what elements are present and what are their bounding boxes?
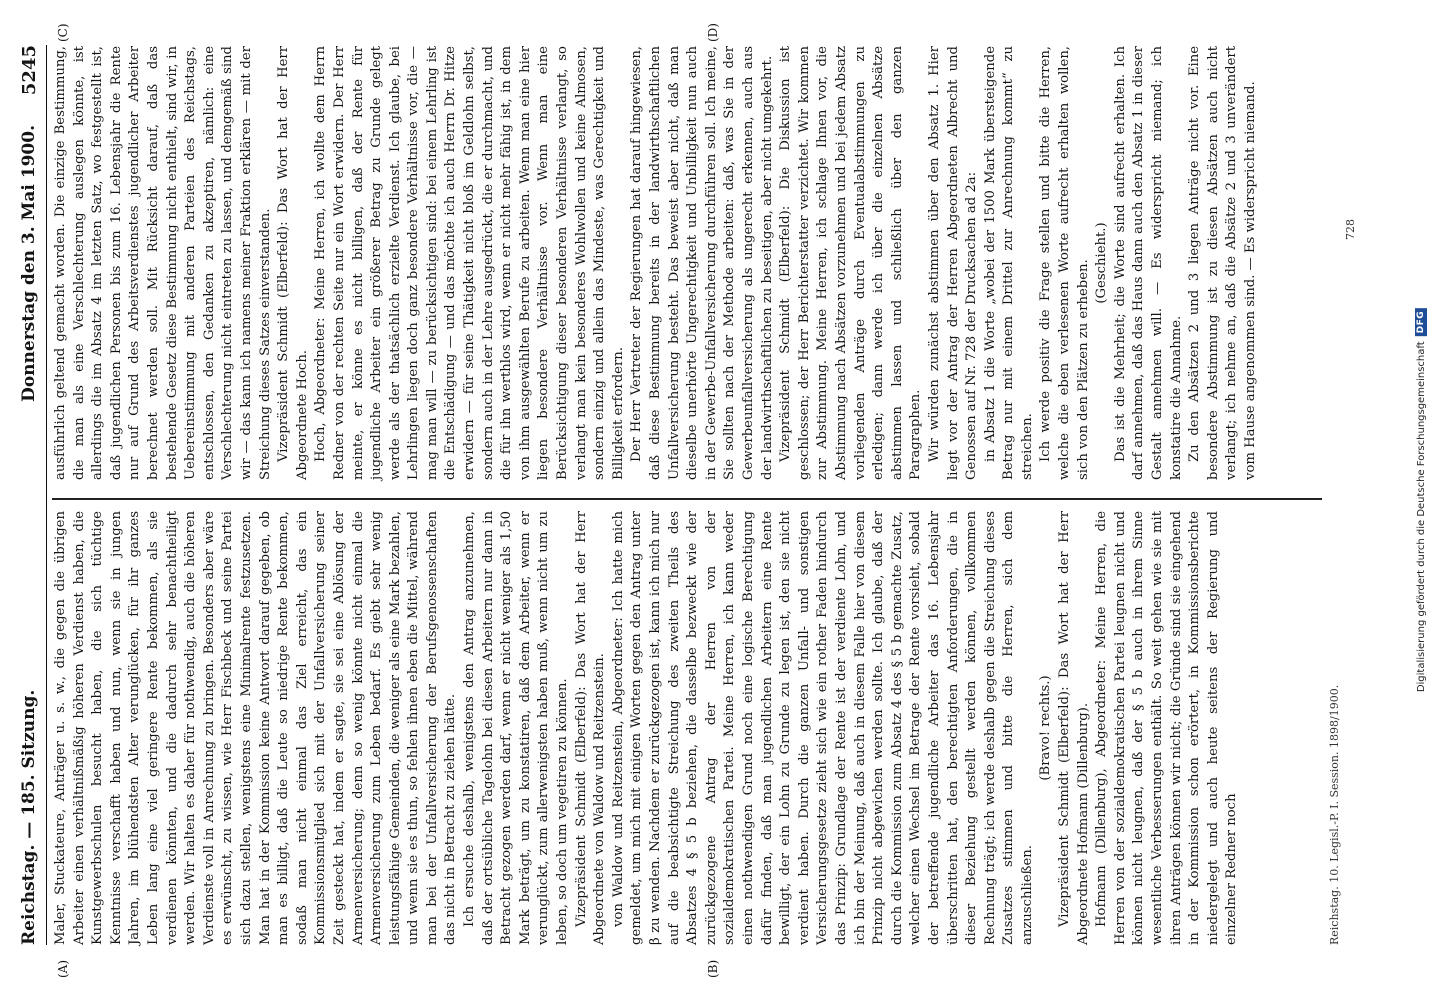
left-paragraph-2: Ich ersuche deshalb, wenigstens den Antrag anzunehmen, daß der ortsübliche Tagelohn bei diesen Arbeitern nur dann in Betracht gezogen werden darf, wenn er nicht weniger als 1,50 Mark beträgt, um zu konstatiren, daß dem Arbeiter, wenn er verunglückt, zum allerwenigsten haben muß, wenn nicht um zu leben, so doch um vegetiren zu können. (462, 511, 571, 945)
footer-print-number: 728 (1344, 219, 1357, 240)
left-paragraph-3: Vizepräsident Schmidt (Elberfeld): Das Wort hat der Herr Abgeordnete von Waldow und Reitzenstein. (573, 511, 608, 945)
left-paragraph-6: Vizepräsident Schmidt (Elberfeld): Das Wort hat der Herr Abgeordnete Hofmann (Dillenburg). (1057, 511, 1091, 945)
right-paragraph-10: Das ist die Mehrheit; die Worte sind aufrecht erhalten. Ich darf annehmen, daß das Haus dann auch den Absatz 1 in dieser Gestalt annehmen will. — Es widerspricht niemand; ich konstatire die Annahme. (1112, 46, 1184, 480)
header-left: Reichstag. — 185. Sitzung. (19, 689, 39, 945)
left-column (52, 511, 1242, 945)
right-paragraph-11: Zu den Absätzen 2 und 3 liegen Anträge nicht vor. Eine besondere Abstimmung ist zu diesen Absätzen auch nicht verlangt; ich nehme an, daß die Absätze 2 und 3 unverändert vom Hause angenommen sind. — Es widerspricht niemand. (1187, 46, 1258, 480)
right-paragraph-5: Vizepräsident Schmidt (Elberfeld): Die Diskussion ist geschlossen; der Herr Berichterstatter verzichtet. Wir kommen zur Abstimmung. Meine Herren, ich schlage Ihnen vor, die Abstimmung nach Absätzen vorzunehmen und bei jedem Absatz vorliegenden Anträge durch Eventualabstimmungen zu erledigen; dann werde ich über die einzelnen Absätze abstimmen lassen und schließlich über den ganzen Paragraphen. (778, 46, 924, 480)
left-paragraph-7: Hofmann (Dillenburg), Abgeordneter: Meine Herren, die Herren von der sozialdemokratischen Partei leugnen nicht und können nicht leugnen, daß der § 5 b auch in ihrem Sinne wesentliche Verbesserungen enthält. So weit gehen wie sie mit ihren Anträgen können wir nicht; die Gründe sind sie eingehend in der Kommission schon erörtert, in Kommissionsberichte niedergelegt und auch heute seitens der Regierung und einzelner Redner noch (1094, 511, 1240, 945)
right-paragraph-7: in Absatz 1 die Worte „wobei der 1500 Mark übersteigende Betrag nur mit einem Drittel zur Anrechnung kommt“ zu streichen. (982, 46, 1035, 480)
page-number: 5245 (18, 45, 40, 96)
credit-text: Digitalisierung gefördert durch die Deutsche Forschungsgemeinschaft (1415, 341, 1427, 693)
margin-marker-a: (A) (56, 959, 70, 978)
digitization-credit (1415, 308, 1427, 692)
header-right: Donnerstag den 3. Mai 1900. (19, 125, 39, 402)
margin-marker-c: (C) (56, 23, 70, 42)
right-paragraph-3: Hoch, Abgeordneter: Meine Herren, ich wollte dem Herrn Redner von der rechten Seite nur ein Wort erwidern. Der Herr meinte, er könne es nicht billigen, daß der Rente für jugendliche Arbeiter ein größerer Betrag zu Grunde gelegt werde als der thatsächlich erzielte Verdienst. Ich glaube, bei Lehrlingen liegen doch ganz besondere Verhältnisse vor, die — mag man will — zu berücksichtigen sind: bei einem Lehrling ist die Entschädigung — und das möchte ich auch Herrn Dr. Hitze erwidern — für seine Thätigkeit nicht bloß im Geldlohn selbst, sondern auch in der Lehre ausgedrückt, die er durchmacht, und die für ihn werthlos wird, wenn er nicht mehr fähig ist, in dem von ihm ausgewählten Berufe zu arbeiten. Wenn man eine hier liegen besondere Verhältnisse vor. Wenn man eine Berücksichtigung dieser besonderen Verhältnisse verlangt, so verlangt man kein besonderes Wohlwollen und keine Almosen, sondern einzig und allein das Mindeste, was Gerechtigkeit und Billigkeit erfordern. (313, 46, 626, 480)
left-paragraph-1: Maler, Stuckateure, Anträger u. s. w., die gegen die übrigen Arbeiter einen verhältnißmäßig höheren Verdienst haben, die Kunstgewerbschulen besucht haben, die sich tüchtige Kenntnisse verschafft haben und nun, wenn sie in jungen Jahren, im blühendsten Alter verunglücken, für ihr ganzes Leben lang eine viel geringere Rente bekommen, als sie verdienen könnten, und die dadurch sehr benachtheiligt werden. Wir halten es daher für nothwendig, auch die höheren Verdienste voll in Anrechnung zu bringen. Besonders aber wäre es erwünscht, zu wissen, wie Herr Fischbeck und seine Partei sich dazu stellen, wenigstens eine Minimalrente festzusetzen. Man hat in der Kommission keine Antwort darauf gegeben, ob man es billigt, daß die Leute so niedrige Rente bekommen, sodaß man nicht einmal das Ziel erreicht, das ein Kommissionsmitglied sich mit der Unfallversicherung seiner Zeit gesteckt hat, indem er sagte, sie sei eine Ablösung der Armenversicherung; denn so wenig könnte nicht einmal die Armenversicherung zum Leben bedarf. Es giebt sehr wenig leistungsfähige Gemeinden, die weniger als eine Mark bezahlen, und wenn sie es thun, so fehlen ihnen eben die Mittel, während man bei der Unfallversicherung der Berufsgenossenschaften das nicht in Betracht zu ziehen hätte. (53, 511, 459, 945)
margin-marker-b: (B) (706, 959, 720, 978)
left-paragraph-5: (Bravo! rechts.) (1038, 675, 1054, 781)
page-header (12, 45, 47, 945)
right-column (52, 46, 1261, 480)
right-paragraph-4: Der Herr Vertreter der Regierungen hat darauf hingewiesen, daß diese Bestimmung bereits in der landwirthschaftlichen Unfallversicherung besteht. Das beweist aber nicht, daß man dieselbe unerhörte Ungerechtigkeit und Unbilligkeit nun auch in der Gewerbe-Unfallversicherung durchführen soll. Ich meine, Sie sollten nach der Methode arbeiten: daß, was Sie in der Gewerbeunfallversicherung als ungerecht erkennen, auch aus der landwirthschaftlichen zu beseitigen, aber nicht umgekehrt. (629, 46, 775, 480)
right-paragraph-9: (Geschieht.) (1094, 222, 1110, 304)
right-paragraph-2: Vizepräsident Schmidt (Elberfeld): Das Wort hat der Herr Abgeordnete Hoch. (276, 46, 310, 480)
right-paragraph-6: Wir würden zunächst abstimmen über den Absatz 1. Hier liegt vor der Antrag der Herren Abgeordneten Albrecht und Genossen auf Nr. 728 der Drucksachen ad 2a: (926, 46, 980, 480)
footer-session: Reichstag. 10. Legisl.-P. I. Session. 1898/1900. (1328, 684, 1341, 945)
left-paragraph-4: von Waldow und Reitzenstein, Abgeordneter: Ich hatte mich gemeldet, um mich mit einigen Worten gegen den Antrag unter β zu wenden. Nachdem er zurückgezogen ist, kann ich mich nur auf die beabsichtigte Streichung des zweiten Theils des Absatzes 4 § 5 b beziehen, die dasselbe bezweckt wie der zurückgezogene Antrag der Herren von der sozialdemokratischen Partei. Meine Herren, ich kann weder einen nothwendigen Grund noch eine logische Berechtigung dafür finden, daß man jugendlichen Arbeitern eine Rente bewilligt, der ein Lohn zu Grunde zu legen ist, den sie nicht verdient haben. Durch die ganzen Unfall- und sonstigen Versicherungsgesetze zieht sich wie ein rother Faden hindurch das Prinzip: Grundlage der Rente ist der verdiente Lohn, und ich bin der Meinung, daß auch in diesem Falle hier von diesem Prinzip nicht abgewichen werden sollte. Ich glaube, daß der durch die Kommission zum Absatz 4 des § 5 b gemachte Zusatz, welcher einen Wechsel im Betrage der Rente vorsieht, sobald der betreffende jugendliche Arbeiter das 16. Lebensjahr überschritten hat, den berechtigten Anforderungen, die in dieser Beziehung gestellt werden können, vollkommen Rechnung trägt; ich werde deshalb gegen die Streichung dieses Zusatzes stimmen und bitte die Herren, sich dem anzuschließen. (610, 511, 1035, 945)
right-paragraph-8: Ich werde positiv die Frage stellen und bitte die Herren, welche die eben verlesenen Worte aufrecht erhalten wollen, sich von den Plätzen zu erheben. (1038, 46, 1091, 480)
right-paragraph-1: ausführlich geltend gemacht worden. Die einzige Bestimmung, die man als eine Verschlechterung auslegen könnte, ist allerdings die im Absatz 4 im letzten Satz, wo festgestellt ist, daß jugendlichen Personen bis zum 16. Lebensjahr die Rente nur auf Grund des Arbeitsverdienstes jugendlicher Arbeiter berechnet werden soll. Mit Rücksicht darauf, daß das bestehende Gesetz diese Bestimmung nicht enthielt, sind wir, in Uebereinstimmung mit anderen Parteien des Reichstags, entschlossen, den Gedanken zu akzeptiren, nämlich: eine Verschlechterung nicht eintreten zu lassen, und demgemäß sind wir — das kann ich namens meiner Fraktion erklären — mit der Streichung dieses Satzes einverstanden. (53, 46, 273, 480)
column-divider (52, 499, 1322, 501)
dfg-logo-icon: DFG (1415, 308, 1427, 337)
margin-marker-d: (D) (706, 23, 720, 42)
